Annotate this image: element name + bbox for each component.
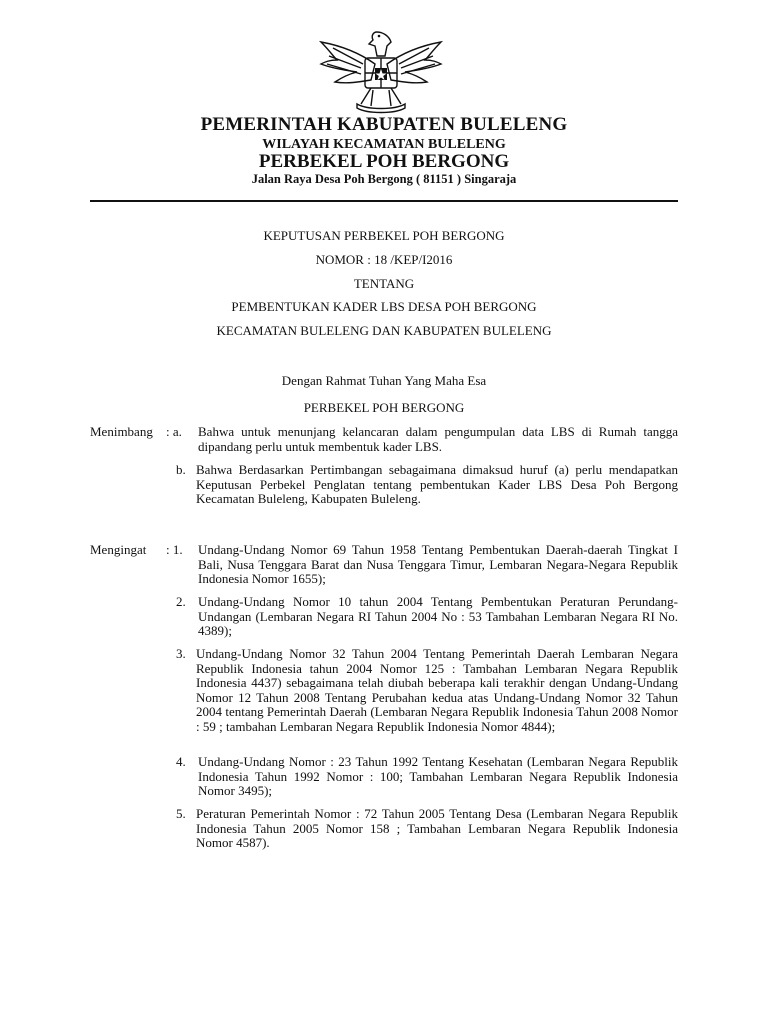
mengingat-marker-4: 4.	[176, 754, 186, 769]
decree-about: TENTANG	[353, 276, 415, 291]
decree-title: KEPUTUSAN PERBEKEL POH BERGONG	[263, 228, 505, 243]
mengingat-item-5: Peraturan Pemerintah Nomor : 72 Tahun 2005 Tentang Desa (Lembaran Negara Republik Indonesia Tahun 2005 Nomor 158 ; Tambahan Lembaran Negara Republik Indonesia Nomor 4587).	[196, 806, 678, 850]
menimbang-marker-a: : a.	[166, 424, 182, 439]
garuda-pancasila-emblem-icon	[313, 24, 449, 116]
decree-number: NOMOR : 18 /KEP/I2016	[315, 252, 453, 267]
mengingat-item-1: Undang-Undang Nomor 69 Tahun 1958 Tentang Pembentukan Daerah-daerah Tingkat I Bali, Nusa Tenggara Barat dan Nusa Tenggara Timur, Lembaran Negara-Negara Republik Indonesia Nomor 1655);	[198, 542, 678, 586]
mengingat-marker-5: 5.	[176, 806, 186, 821]
menimbang-marker-b: b.	[176, 462, 186, 477]
mengingat-marker-2: 2.	[176, 594, 186, 609]
decree-subject-line-2: KECAMATAN BULELENG DAN KABUPATEN BULELENG	[216, 323, 552, 338]
menimbang-item-b: Bahwa Berdasarkan Pertimbangan sebagaimana dimaksud huruf (a) perlu mendapatkan Keputusan Perbekel Penglatan tentang pembentukan Kader LBS Desa Poh Bergong Kecamatan Buleleng, Kabupaten Buleleng.	[196, 462, 678, 506]
decree-blessing: Dengan Rahmat Tuhan Yang Maha Esa	[281, 373, 487, 388]
mengingat-item-4: Undang-Undang Nomor : 23 Tahun 1992 Tentang Kesehatan (Lembaran Negara Republik Indonesia Tahun 1992 Nomor : 100; Tambahan Lembaran Negara Republik Indonesia Nomor 3495);	[198, 754, 678, 798]
menimbang-label: Menimbang	[90, 424, 153, 439]
letterhead-address: Jalan Raya Desa Poh Bergong ( 81151 ) Singaraja	[251, 172, 517, 186]
letterhead-district-name: WILAYAH KECAMATAN BULELENG	[262, 137, 506, 152]
letterhead-office-name: PERBEKEL POH BERGONG	[258, 151, 510, 172]
mengingat-item-2: Undang-Undang Nomor 10 tahun 2004 Tentang Pembentukan Peraturan Perundang-Undangan (Lembaran Negara RI Tahun 2004 No : 53 Tambahan Lembaran Negara RI No. 4389);	[198, 594, 678, 638]
decree-issuer: PERBEKEL POH BERGONG	[303, 400, 465, 415]
menimbang-item-a: Bahwa untuk menunjang kelancaran dalam pengumpulan data LBS di Rumah tangga dipandang perlu untuk membentuk kader LBS.	[198, 424, 678, 454]
letterhead-government-name: PEMERINTAH KABUPATEN BULELENG	[200, 114, 568, 135]
decree-subject-line-1: PEMBENTUKAN KADER LBS DESA POH BERGONG	[231, 299, 537, 314]
mengingat-label: Mengingat	[90, 542, 147, 557]
mengingat-marker-1: : 1.	[166, 542, 183, 557]
mengingat-item-3: Undang-Undang Nomor 32 Tahun 2004 Tentang Pemerintah Daerah Lembaran Negara Republik Indonesia tahun 2004 Nomor 125 : Tambahan Lembaran Negara Republik Indonesia 4437) sebagaimana telah diubah beberapa kali terakhir dengan Undang-Undang Nomor 12 Tahun 2008 Tentang Perubahan kedua atas Undang-Undang Nomor 32 Tahun 2004 tentang Pemerintah Daerah (Lembaran Negara Republik Indonesia Tahun 2008 Nomor : 59 ; tambahan Lembaran Negara Republik Indonesia Nomor 4844);	[196, 646, 678, 734]
mengingat-marker-3: 3.	[176, 646, 186, 661]
letterhead-divider	[90, 200, 678, 202]
